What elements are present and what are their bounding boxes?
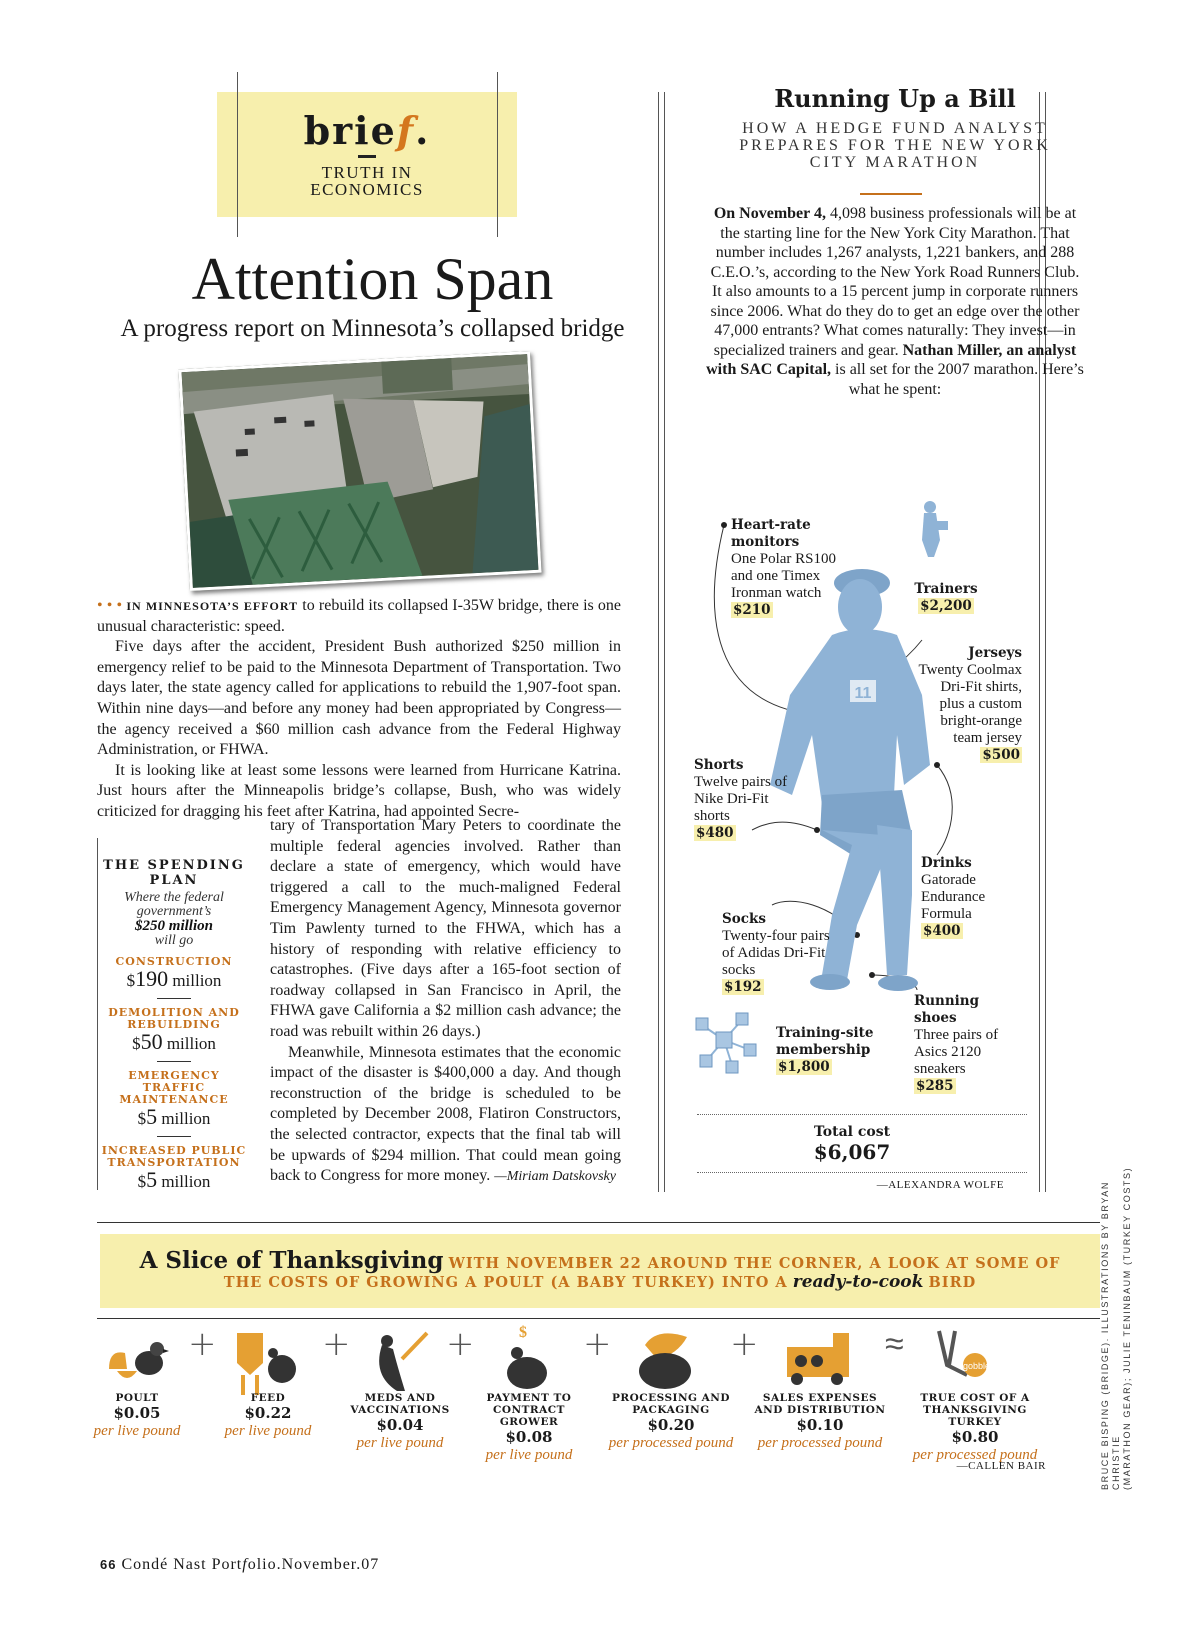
brief-badge (217, 92, 517, 217)
article-paragraph-3-cont: tary of Transportation Mary Peters to coordinate the multiple federal agencies involved. Rather than declare a state of emergency, which would have triggered a call to the much-maligned Federal Emergency Management Agency, Minnesota governor Tim Pawlenty turned to the FHWA, which has a history of responding with relative efficiency to catastrophes. (Five days after a 165-foot section of roadway collapsed in San Francisco in April, the FHWA gave California a $2 million cash advance; the road was rebuilt within 26 days.) (270, 817, 621, 1040)
money-turkey-icon (507, 1325, 547, 1389)
column-rule-left-2 (664, 92, 665, 1192)
total-cost-label: Total cost (813, 1124, 891, 1140)
spending-plan (100, 858, 248, 1193)
thanksgiving-title: A Slice of Thanksgiving (139, 1247, 444, 1274)
page-footer (100, 1556, 379, 1574)
gear-drinks: Drinks Gatorade Endurance Formula $400 (921, 855, 986, 939)
article-headline: Attention Span (191, 246, 554, 312)
plus-sign: + (583, 1324, 612, 1364)
bridge-photo (178, 351, 541, 591)
plan-item: DEMOLITION AND REBUILDING $50 million (100, 1007, 248, 1062)
plus-sign: + (322, 1324, 351, 1364)
column-rule-left-1 (658, 92, 659, 1192)
brief-dash (358, 155, 376, 158)
photo-credits: BRUCE BISPING (BRIDGE). ILLUSTRATIONS BY BRYAN CHRISTIE (MARATHON GEAR); JULIE TENINBAUM (TURKEY COSTS) (1100, 1166, 1132, 1490)
thanksgiving-caption: THE COSTS OF GROWING A POULT (A BABY TURKEY) INTO A ready-to-cook BIRD (223, 1272, 977, 1292)
running-rule (860, 193, 922, 195)
thanksgiving-bottom-rule (97, 1318, 1100, 1319)
lead-in: IN MINNESOTA’S EFFORT (126, 599, 299, 613)
plan-item: CONSTRUCTION $190 million (100, 956, 248, 999)
wishbone-icon (939, 1331, 990, 1377)
article-paragraph-3: It is looking like at least some lessons were learned from Hurricane Katrina. Just hours after the Minneapolis bridge’s collapse, Bush, who was widely criticized for dragging his feet after Katrina, had appointed Secre- (97, 761, 621, 820)
gear-training-site: Training-site membership $1,800 (776, 1025, 874, 1075)
cost-grower: PAYMENT TO CONTRACT GROWER $0.08 per live pound (485, 1392, 573, 1463)
processed-turkey-icon (639, 1333, 691, 1389)
running-title: Running Up a Bill (774, 84, 1016, 113)
running-intro: On November 4, 4,098 business professionals will be at the starting line for the New York City Marathon. That number includes 1,267 analysts, 1,221 bankers, and 288 C.E.O.’s, according to the New York Road Runners Club. It also amounts to a 15 percent jump in corporate runners since 2006. What do they do to get an edge over the other 47,000 entrants? What comes naturally: They invest—in specialized trainers and gear. Nathan Miller, an analyst with SAC Capital, is all set for the 2007 marathon. Here’s what he spent: (706, 205, 1084, 398)
magazine-issue: Condé Nast Portfolio.November.07 (121, 1556, 380, 1573)
article-paragraph-4: Meanwhile, Minnesota estimates that the economic impact of the disaster is $400,000 a day. And though reconstruction of the bridge is scheduled to be completed by December 2008, Flatiron Constructors, the selected contractor, expects that the final tab will be upwards of $294 million. That could mean going back to Congress for more money. —Miriam Datskovsky (270, 1043, 621, 1185)
gear-trainers: Trainers $2,200 (914, 581, 978, 614)
running-byline: —ALEXANDRA WOLFE (876, 1179, 1004, 1191)
plan-title: THE SPENDING PLAN (103, 858, 245, 888)
bullet-dots: • • • (97, 597, 123, 614)
plus-sign: + (730, 1324, 759, 1364)
svg-text:$: $ (519, 1325, 527, 1341)
gear-running-shoes: Running shoes Three pairs of Asics 2120 sneakers $285 (914, 993, 999, 1094)
bib-number: 11 (854, 685, 872, 702)
brief-logo: brief. (303, 108, 431, 153)
gear-socks: Socks Twenty-four pairs of Adidas Dri-Fit socks $192 (722, 911, 830, 995)
truck-icon (787, 1333, 849, 1385)
chick-icon (109, 1342, 169, 1378)
thanksgiving-top-rule (97, 1222, 1100, 1223)
running-subtitle: HOW A HEDGE FUND ANALYST PREPARES FOR THE NEW YORK CITY MARATHON (739, 120, 1051, 171)
total-rule-top (697, 1114, 1027, 1115)
thanksgiving-byline: —CALLEN BAIR (956, 1460, 1046, 1472)
cost-distribution: SALES EXPENSES AND DISTRIBUTION $0.10 per processed pound (754, 1392, 886, 1451)
plus-sign: + (446, 1324, 475, 1364)
network-icon (696, 1013, 756, 1073)
article-paragraph-1: • • • IN MINNESOTA’S EFFORT to rebuild its collapsed I-35W bridge, there is one unusual characteristic: speed. (97, 597, 621, 635)
gear-jerseys: Jerseys Twenty Coolmax Dri-Fit shirts, plus a custom bright-orange team jersey $500 (918, 645, 1022, 763)
gobble-text: gobble (963, 1361, 991, 1371)
total-cost-value: $6,067 (813, 1140, 891, 1164)
cost-true-total: TRUE COST OF A THANKSGIVING TURKEY $0.80 per processed pound (912, 1392, 1038, 1463)
plan-item: EMERGENCY TRAFFIC MAINTENANCE $5 million (100, 1070, 248, 1137)
plus-sign: + (188, 1324, 217, 1364)
cost-meds: MEDS AND VACCINATIONS $0.04 per live pound (350, 1392, 450, 1451)
plan-rule (97, 838, 98, 1190)
brief-section-label: TRUTH IN ECONOMICS (310, 163, 424, 199)
brief-rule-right (497, 72, 498, 237)
page-number: 66 (100, 1557, 117, 1572)
plan-item: INCREASED PUBLIC TRANSPORTATION $5 million (101, 1144, 247, 1192)
cost-poult: POULT $0.05 per live pound (93, 1392, 181, 1439)
plan-description: Where the federal government’s $250 million will go (124, 890, 224, 948)
cost-processing: PROCESSING AND PACKAGING $0.20 per processed pound (608, 1392, 734, 1451)
cost-feed: FEED $0.22 per live pound (224, 1392, 312, 1439)
total-cost (700, 1124, 1004, 1164)
article-paragraph-2: Five days after the accident, President Bush authorized $250 million in emergency relief to be paid to the Minnesota Department of Transportation. Two days later, the state agency called for applications to rebuild the 1,907-foot span. Within nine days—and before any money had been appropriated by Congress—the agency received a $60 million cash advance from the Federal Highway Administration, or FHWA. (97, 638, 621, 759)
article-byline: —Miriam Datskovsky (494, 1169, 616, 1185)
article-dek: A progress report on Minnesota’s collapsed bridge (120, 315, 625, 342)
approx-sign: ≈ (885, 1324, 904, 1364)
syringe-turkey-icon (379, 1333, 427, 1391)
article-body-narrow (270, 816, 621, 1188)
thanksgiving-heading: A Slice of Thanksgiving WITH NOVEMBER 22 AROUND THE CORNER, A LOOK AT SOME OF (139, 1247, 1061, 1274)
brief-rule-left (237, 72, 238, 237)
gear-heart-rate: Heart-rate monitors One Polar RS100 and one Timex Ironman watch $210 (731, 517, 836, 618)
gear-shorts: Shorts Twelve pairs of Nike Dri-Fit shorts $480 (694, 757, 788, 841)
feeder-icon (237, 1333, 296, 1395)
total-rule-bottom (697, 1172, 1027, 1173)
bridge-photo-illustration (182, 354, 539, 588)
article-body-top (97, 596, 621, 823)
